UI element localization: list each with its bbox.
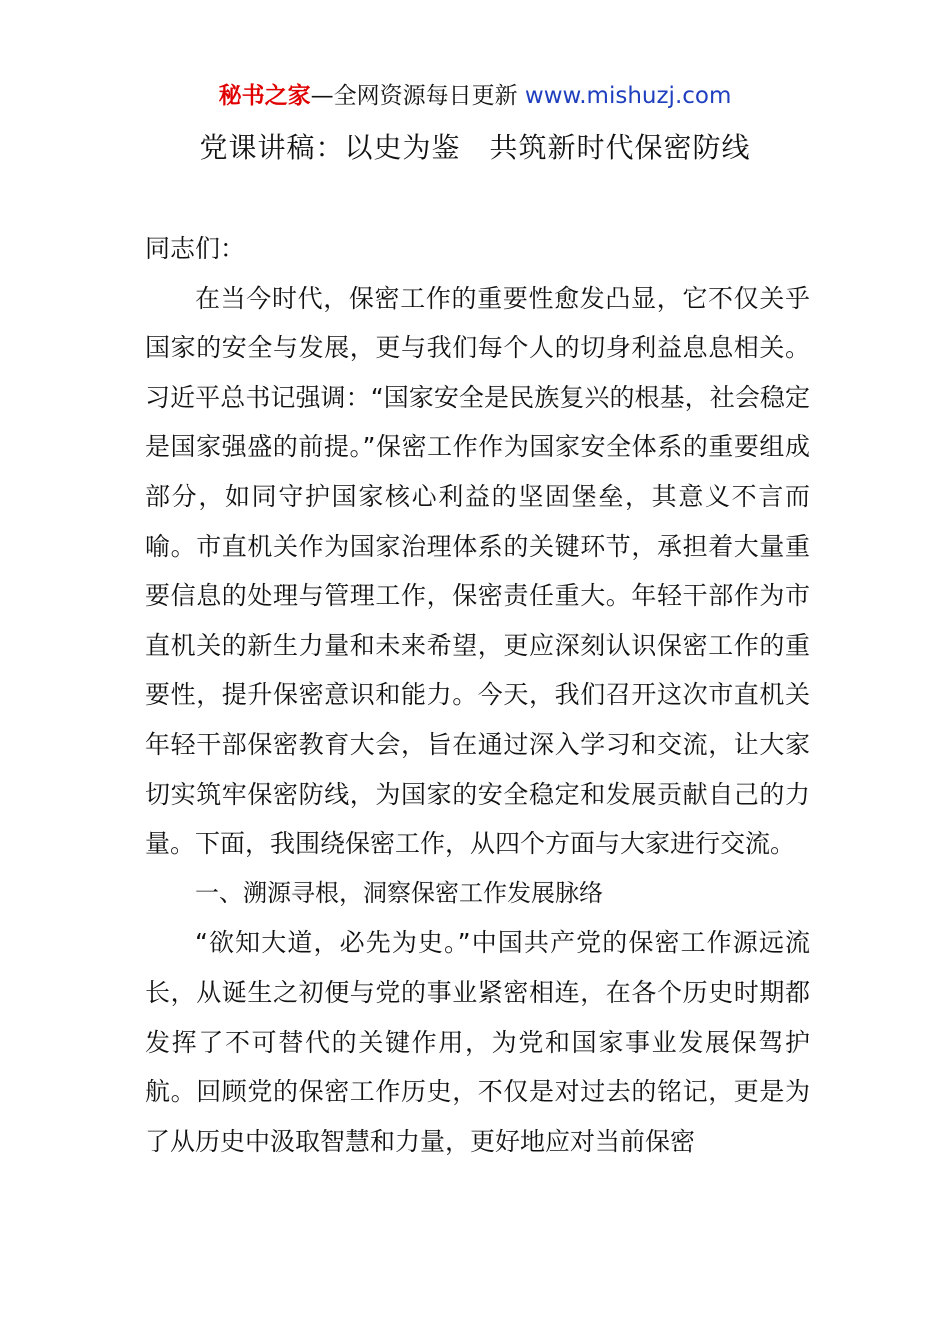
site-slogan: —全网资源每日更新 (310, 83, 525, 109)
section-heading-1: 一、溯源寻根，洞察保密工作发展脉络 (195, 878, 603, 907)
site-name: 秘书之家 (218, 83, 311, 109)
site-banner (0, 80, 950, 112)
paragraph-intro: 在当今时代，保密工作的重要性愈发凸显，它不仅关乎国家的安全与发展，更与我们每个人的切身利益息息相关。习近平总书记强调：“国家安全是民族复兴的根基，社会稳定是国家强盛的前提。”保密工作作为国家安全体系的重要组成部分，如同守护国家核心利益的坚固堡垒，其意义不言而喻。市直机关作为国家治理体系的关键环节，承担着大量重要信息的处理与管理工作，保密责任重大。年轻干部作为市直机关的新生力量和未来希望，更应深刻认识保密工作的重要性，提升保密意识和能力。今天，我们召开这次市直机关年轻干部保密教育大会，旨在通过深入学习和交流，让大家切实筑牢保密防线，为国家的安全稳定和发展贡献自己的力量。下面，我围绕保密工作，从四个方面与大家进行交流。 (145, 283, 810, 859)
salutation: 同志们： (145, 234, 246, 263)
document-body (145, 224, 810, 1166)
site-url[interactable]: www.mishuzj.com (524, 83, 732, 109)
document-title: 党课讲稿：以史为鉴 共筑新时代保密防线 (199, 131, 751, 164)
paragraph-history: “欲知大道，必先为史。”中国共产党的保密工作源远流长，从诞生之初便与党的事业紧密相连，在各个历史时期都发挥了不可替代的关键作用，为党和国家事业发展保驾护航。回顾党的保密工作历史，不仅是对过去的铭记，更是为了从历史中汲取智慧和力量，更好地应对当前保密 (145, 928, 810, 1156)
